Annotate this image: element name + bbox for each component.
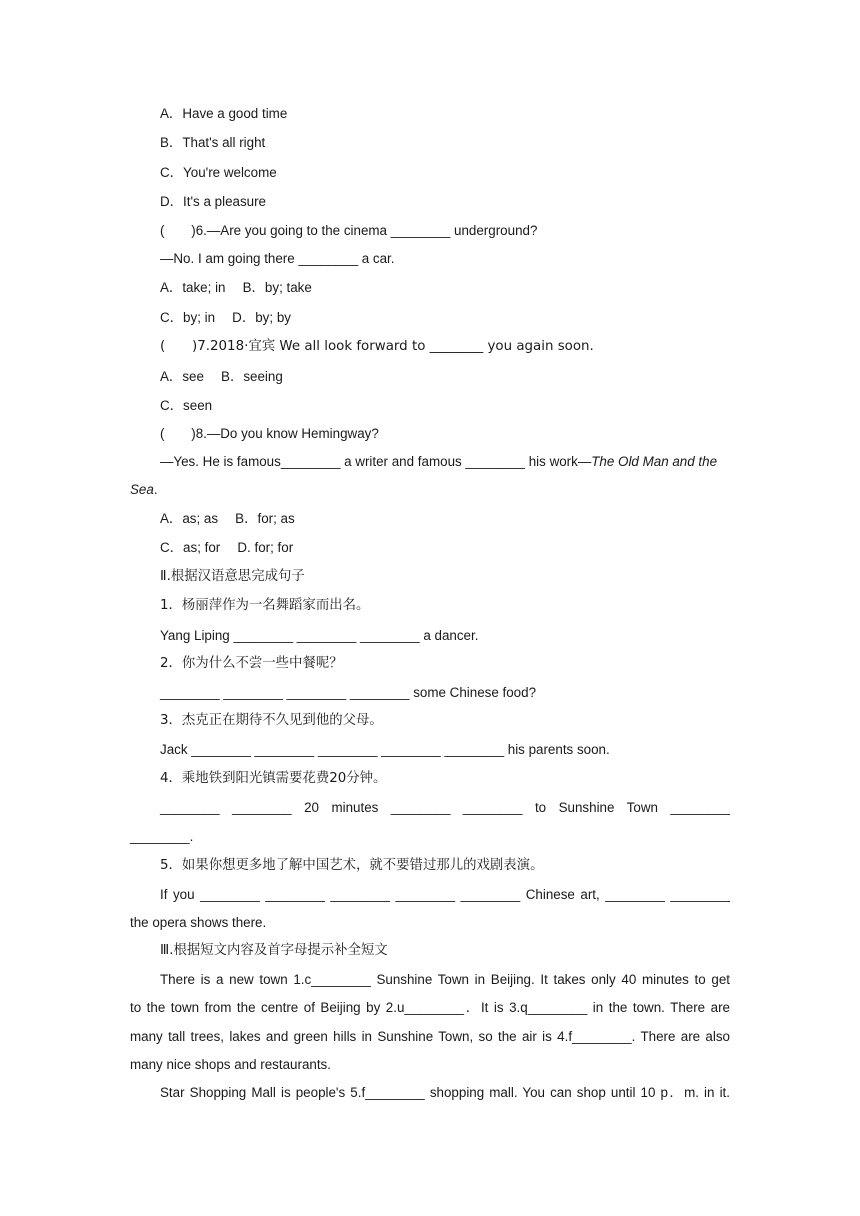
q8-options-cd: C．as; for D. for; for xyxy=(160,540,294,555)
section2-heading: Ⅱ.根据汉语意思完成句子 xyxy=(160,569,305,584)
q8-book-title-part2: Sea xyxy=(130,482,154,497)
q6-options-cd: C．by; in D．by; by xyxy=(160,310,291,325)
section2-item3-en: Jack ________ ________ ________ ________ ________ his parents soon. xyxy=(160,742,610,757)
section2-item5-cn: 5．如果你想更多地了解中国艺术，就不要错过那儿的戏剧表演。 xyxy=(160,858,544,873)
section2-item2-en: ________ ________ ________ ________ some Chinese food? xyxy=(160,685,537,700)
section2-item1-cn: 1．杨丽萍作为一名舞蹈家而出名。 xyxy=(160,598,370,613)
section3-heading: Ⅲ.根据短文内容及首字母提示补全短文 xyxy=(160,943,388,958)
section3-para1-line3: many tall trees, lakes and green hills in Sunshine Town, so the air is 4.f________. There are also xyxy=(130,1029,730,1044)
section3-para1-line2: to the town from the centre of Beijing by 2.u________．It is 3.q________ in the town. There are xyxy=(130,1000,730,1015)
q6-options-ab: A．take; in B．by; take xyxy=(160,280,312,295)
q5-option-a: A．Have a good time xyxy=(160,106,288,121)
section3-para2-line1: Star Shopping Mall is people's 5.f________ shopping mall. You can shop until 10 p．m. in it. xyxy=(160,1085,730,1100)
q5-option-b: B．That's all right xyxy=(160,135,266,150)
q6-reply: —No. I am going there ________ a car. xyxy=(160,251,395,266)
section2-item4-en-cont: ________. xyxy=(130,829,194,844)
section2-item5-en-cont: the opera shows there. xyxy=(130,915,267,930)
q7-stem: ( )7.2018·宜宾 We all look forward to ________ you again soon. xyxy=(160,339,594,354)
section2-item3-cn: 3．杰克正在期待不久见到他的父母。 xyxy=(160,713,383,728)
section2-item5-en: If you ________ ________ ________ ________ ________ Chinese art, ________ ________ xyxy=(160,887,730,902)
q8-reply-start: —Yes. He is famous________ a writer and famous ________ his work— xyxy=(160,454,592,469)
q8-stem: ( )8.—Do you know Hemingway? xyxy=(160,426,379,441)
q8-book-title-part1: The Old Man and the xyxy=(591,454,718,469)
q6-stem: ( )6.—Are you going to the cinema ________ underground? xyxy=(160,223,538,238)
section2-item2-cn: 2．你为什么不尝一些中餐呢？ xyxy=(160,656,343,671)
section2-item4-cn: 4．乘地铁到阳光镇需要花费20分钟。 xyxy=(160,771,387,786)
section2-item1-en: Yang Liping ________ ________ ________ a dancer. xyxy=(160,628,479,643)
q8-reply-cont xyxy=(130,481,158,499)
section2-item4-en: ________ ________ 20 minutes ________ ________ to Sunshine Town ________ xyxy=(160,800,730,815)
section3-para1-line4: many nice shops and restaurants. xyxy=(130,1057,331,1072)
q8-reply-end: . xyxy=(153,482,158,497)
q5-option-c: C．You're welcome xyxy=(160,165,277,180)
q5-option-d: D．It's a pleasure xyxy=(160,194,267,209)
section3-para1-line1: There is a new town 1.c________ Sunshine Town in Beijing. It takes only 40 minutes to get xyxy=(160,972,730,987)
q7-option-c: C．seen xyxy=(160,398,213,413)
q8-options-ab: A．as; as B．for; as xyxy=(160,511,295,526)
q8-reply xyxy=(160,453,730,471)
q7-options-ab: A．see B．seeing xyxy=(160,369,283,384)
